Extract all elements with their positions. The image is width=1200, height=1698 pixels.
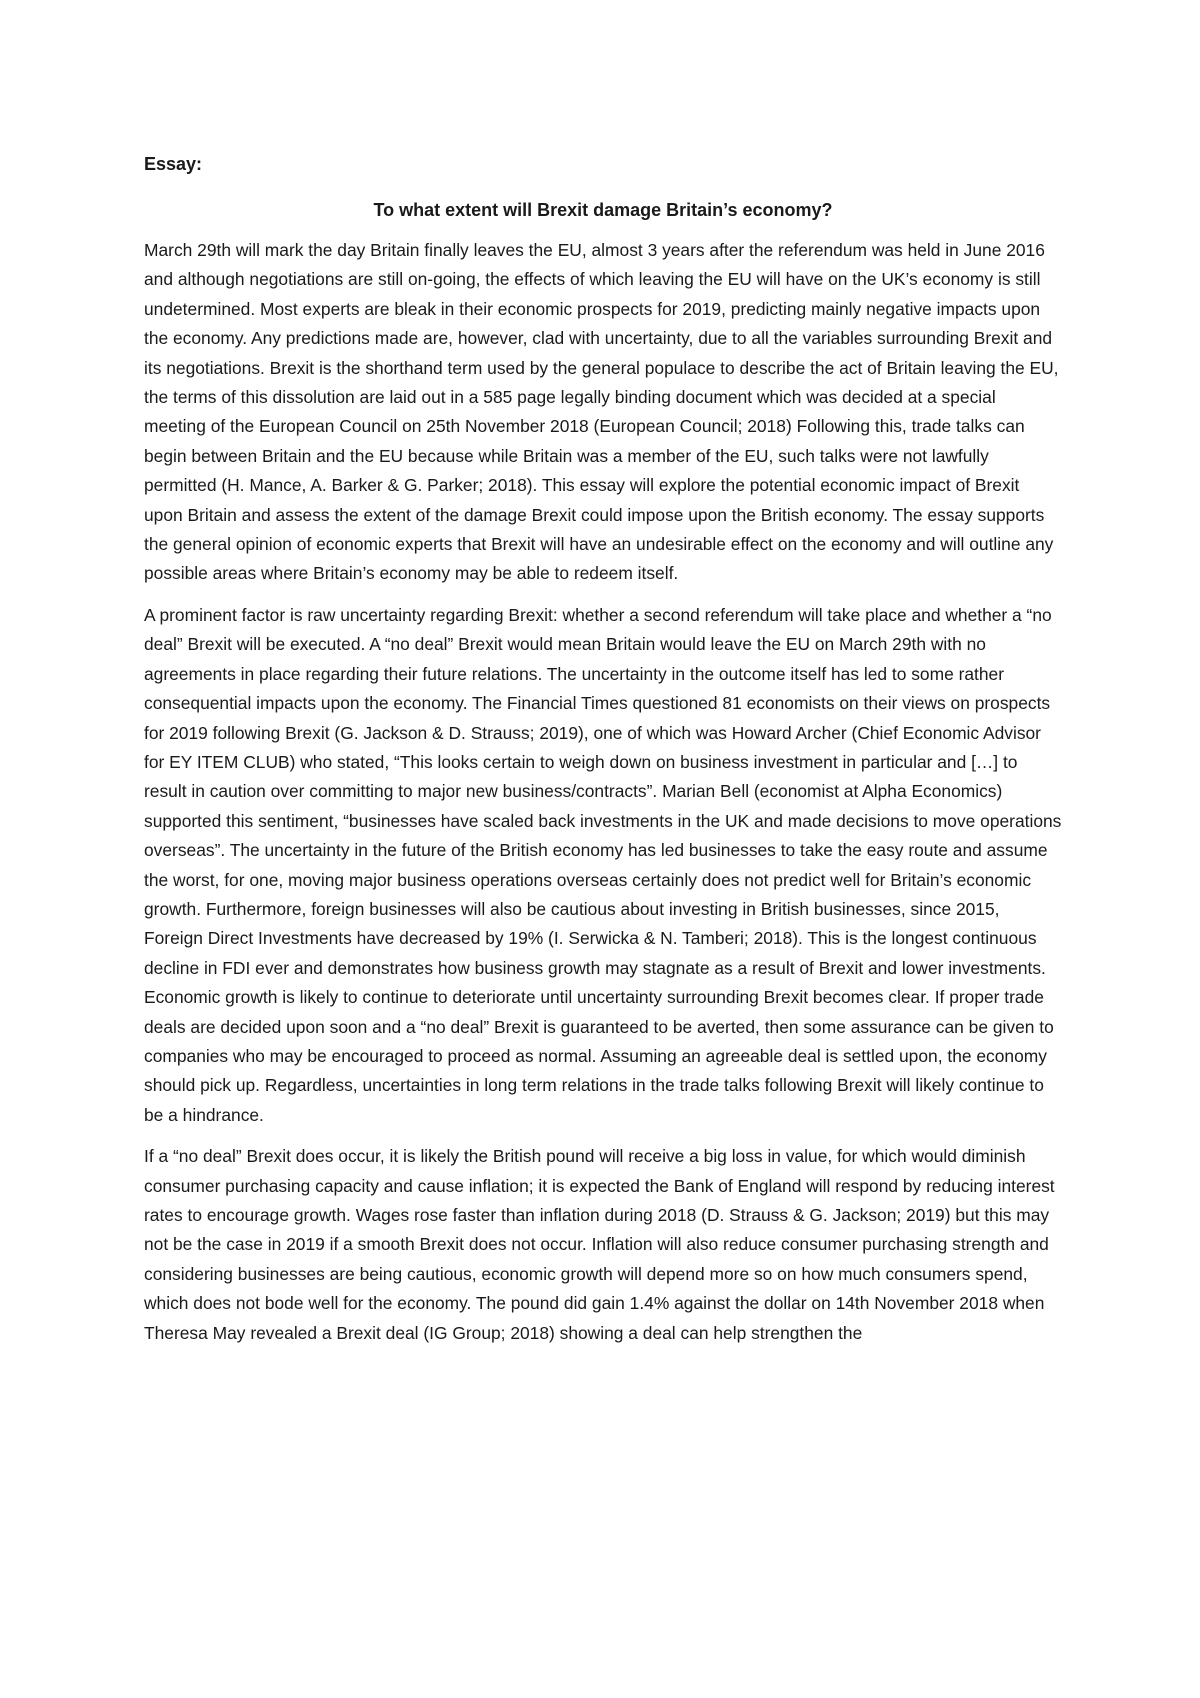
paragraph-uncertainty: A prominent factor is raw uncertainty regarding Brexit: whether a second referendum will take place and whether a “no deal” Brexit will be executed. A “no deal” Brexit would mean Britain would leave the EU on March 29th with no agreements in place regarding their future relations. The uncertainty in the outcome itself has led to some rather consequential impacts upon the economy. The Financial Times questioned 81 economists on their views on prospects for 2019 following Brexit (G. Jackson & D. Strauss; 2019), one of which was Howard Archer (Chief Economic Advisor for EY ITEM CLUB) who stated, “This looks certain to weigh down on business investment in particular and […] to result in caution over committing to major new business/contracts”. Marian Bell (economist at Alpha Economics) supported this sentiment, “businesses have scaled back investments in the UK and made decisions to move operations overseas”. The uncertainty in the future of the British economy has led businesses to take the easy route and assume the worst, for one, moving major business operations overseas certainly does not predict well for Britain’s economic growth. Furthermore, foreign businesses will also be cautious about investing in British businesses, since 2015, Foreign Direct Investments have decreased by 19% (I. Serwicka & N. Tamberi; 2018). This is the longest continuous decline in FDI ever and demonstrates how business growth may stagnate as a result of Brexit and lower investments. Economic growth is likely to continue to deteriorate until uncertainty surrounding Brexit becomes clear. If proper trade deals are decided upon soon and a “no deal” Brexit is guaranteed to be averted, then some assurance can be given to companies who may be encouraged to proceed as normal. Assuming an agreeable deal is settled upon, the economy should pick up. Regardless, uncertainties in long term relations in the trade talks following Brexit will likely continue to be a hindrance. [144, 604, 1062, 1125]
essay-label: Essay: [144, 154, 203, 174]
essay-title: To what extent will Brexit damage Britain’s economy? [373, 200, 833, 220]
paragraph-introduction: March 29th will mark the day Britain finally leaves the EU, almost 3 years after the referendum was held in June 2016 and although negotiations are still on-going, the effects of which leaving the EU will have on the UK’s economy is still undetermined. Most experts are bleak in their economic prospects for 2019, predicting mainly negative impacts upon the economy. Any predictions made are, however, clad with uncertainty, due to all the variables surrounding Brexit and its negotiations. Brexit is the shorthand term used by the general populace to describe the act of Britain leaving the EU, the terms of this dissolution are laid out in a 585 page legally binding document which was decided at a special meeting of the European Council on 25th November 2018 (European Council; 2018) Following this, trade talks can begin between Britain and the EU because while Britain was a member of the EU, such talks were not lawfully permitted (H. Mance, A. Barker & G. Parker; 2018). This essay will explore the potential economic impact of Brexit upon Britain and assess the extent of the damage Brexit could impose upon the British economy. The essay supports the general opinion of economic experts that Brexit will have an undesirable effect on the economy and will outline any possible areas where Britain’s economy may be able to redeem itself. [144, 240, 1059, 584]
document-body [144, 150, 1062, 1360]
paragraph-no-deal: If a “no deal” Brexit does occur, it is likely the British pound will receive a big loss in value, for which would diminish consumer purchasing capacity and cause inflation; it is expected the Bank of England will respond by reducing interest rates to encourage growth. Wages rose faster than inflation during 2018 (D. Strauss & G. Jackson; 2019) but this may not be the case in 2019 if a smooth Brexit does not occur. Inflation will also reduce consumer purchasing strength and considering businesses are being cautious, economic growth will depend more so on how much consumers spend, which does not bode well for the economy. The pound did gain 1.4% against the dollar on 14th November 2018 when Theresa May revealed a Brexit deal (IG Group; 2018) showing a deal can help strengthen the [144, 1146, 1055, 1343]
